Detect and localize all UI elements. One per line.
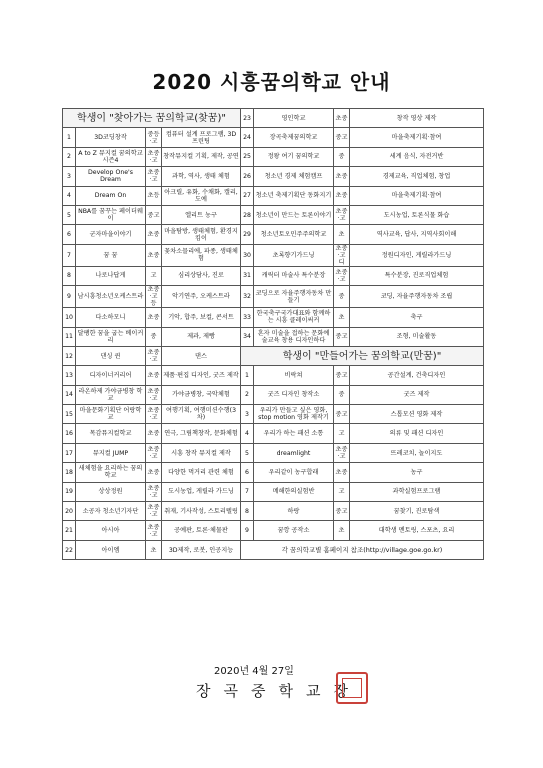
school-name: 장곡중학교장	[196, 682, 361, 700]
right-activity-content: 과학실험프로그램	[350, 482, 484, 501]
right-row-number: 5	[241, 443, 254, 462]
table-row	[63, 109, 484, 128]
left-row-number: 2	[63, 147, 76, 166]
right-target-grade: 초중·고	[334, 266, 350, 285]
left-school-name-cell: Dream On	[76, 186, 146, 205]
right-row-number: 30	[241, 244, 254, 266]
left-row-number: 8	[63, 266, 76, 285]
left-target-grade: 초중·고	[146, 147, 162, 166]
left-target-grade: 초중	[146, 225, 162, 244]
table-body	[63, 109, 484, 560]
left-activity-content: 댄스	[162, 346, 241, 365]
right-target-grade: 중	[334, 385, 350, 404]
right-school-name-cell: 청소년 경제 체험캠프	[254, 167, 334, 186]
section-header-right: 학생이 "만들어가는 꿈의학교(만꿈)"	[241, 346, 484, 365]
left-row-number: 19	[63, 482, 76, 501]
left-target-grade: 초중·고	[146, 502, 162, 521]
left-target-grade: 초중·고	[146, 443, 162, 462]
right-activity-content: 정원디자인, 게릴라가드닝	[350, 244, 484, 266]
right-row-number: 3	[241, 405, 254, 424]
right-row-number: 32	[241, 286, 254, 308]
right-row-number: 8	[241, 502, 254, 521]
right-row-number: 29	[241, 225, 254, 244]
right-school-name-cell: 우리가 만들고 싶은 영화, stop motion 영화 제작기	[254, 405, 334, 424]
left-target-grade: 초중·고등	[146, 286, 162, 308]
left-activity-content: 취재, 기사작성, 스토리텔링	[162, 502, 241, 521]
left-school-name-cell: 남시흥청소년오케스트라	[76, 286, 146, 308]
right-school-name-cell: 초록향기가드닝	[254, 244, 334, 266]
table-row	[63, 128, 484, 147]
right-activity-content: 대학생 멘토링, 스포츠, 요리	[350, 521, 484, 540]
right-school-name-cell: 메해한의실험반	[254, 482, 334, 501]
right-school-name-cell: dreamlight	[254, 443, 334, 462]
left-target-grade: 중	[146, 327, 162, 346]
left-activity-content: 공예판, 토론·체물판	[162, 521, 241, 540]
right-row-number: 23	[241, 109, 254, 128]
homepage-note: 각 꿈의학교별 홈페이지 참조(http://village.goe.go.kr)	[241, 540, 484, 559]
right-school-name-cell: 비락쳐	[254, 366, 334, 385]
left-activity-content: 컴퓨터 설계 프로그램, 3D 프린팅	[162, 128, 241, 147]
left-row-number: 16	[63, 424, 76, 443]
right-row-number: 7	[241, 482, 254, 501]
left-row-number: 21	[63, 521, 76, 540]
right-target-grade: 초	[334, 225, 350, 244]
document-title: 2020 시흥꿈의학교 안내	[152, 70, 391, 94]
left-school-name-cell: 군자마을이야기	[76, 225, 146, 244]
left-school-name-cell: A to Z 뮤지컬 꿈의학교 시즌4	[76, 147, 146, 166]
left-activity-content: 여행기획, 여행미션수행(3차)	[162, 405, 241, 424]
table-row	[63, 463, 484, 482]
right-row-number: 24	[241, 128, 254, 147]
right-row-number: 25	[241, 147, 254, 166]
left-target-grade: 중등·고	[146, 128, 162, 147]
left-row-number: 3	[63, 167, 76, 186]
left-row-number: 12	[63, 346, 76, 365]
table-row	[63, 308, 484, 327]
right-school-name-cell: 굿즈 디자인 창작소	[254, 385, 334, 404]
left-row-number: 15	[63, 405, 76, 424]
right-school-name-cell: 우리같이 농구합래	[254, 463, 334, 482]
school-table	[62, 108, 484, 560]
left-row-number: 22	[63, 540, 76, 559]
right-activity-content: 꿈찾기, 진로탐색	[350, 502, 484, 521]
right-target-grade: 초중·고	[334, 443, 350, 462]
right-row-number: 28	[241, 205, 254, 224]
left-school-name-cell: 소공자 청소년기자단	[76, 502, 146, 521]
right-row-number: 26	[241, 167, 254, 186]
left-school-name-cell: 꿈 꿈	[76, 244, 146, 266]
left-activity-content: 제과, 제빵	[162, 327, 241, 346]
left-row-number: 18	[63, 463, 76, 482]
right-target-grade: 고	[334, 424, 350, 443]
left-school-name-cell: 달팽한 꿈을 굽는 베이커리	[76, 327, 146, 346]
left-target-grade: 초	[146, 540, 162, 559]
right-school-name-cell: 우리가 하는 패션 소통	[254, 424, 334, 443]
left-target-grade: 초중·고	[146, 521, 162, 540]
right-target-grade: 초중	[334, 109, 350, 128]
right-activity-content: 마을축제기획·참여	[350, 128, 484, 147]
table-row	[63, 286, 484, 308]
right-school-name-cell: 청소년이 만드는 토론이야기	[254, 205, 334, 224]
right-school-name-cell: 청소년 축제기획단 동화지기	[254, 186, 334, 205]
left-school-name-cell: 나로나답게	[76, 266, 146, 285]
right-target-grade: 중	[334, 286, 350, 308]
left-activity-content: 3D제작, 로봇, 인공지능	[162, 540, 241, 559]
right-school-name-cell: 정왕 여기 꿈의학교	[254, 147, 334, 166]
table-row	[63, 424, 484, 443]
left-row-number: 14	[63, 385, 76, 404]
left-row-number: 9	[63, 286, 76, 308]
left-row-number: 6	[63, 225, 76, 244]
right-target-grade: 초중	[334, 167, 350, 186]
left-activity-content: 악기연주, 오케스트라	[162, 286, 241, 308]
right-school-name-cell: 코딩으로 자율주행자동차 만들기	[254, 286, 334, 308]
table-row	[63, 346, 484, 365]
table-row	[63, 366, 484, 385]
right-activity-content: 코딩, 자율주행자동차 조립	[350, 286, 484, 308]
left-row-number: 20	[63, 502, 76, 521]
right-row-number: 27	[241, 186, 254, 205]
left-activity-content: 다양한 먹거리 관련 체험	[162, 463, 241, 482]
left-school-name-cell: 디자이너커리어	[76, 366, 146, 385]
left-target-grade: 초중	[146, 308, 162, 327]
left-school-name-cell: 아이엠	[76, 540, 146, 559]
table-row	[63, 443, 484, 462]
left-target-grade: 고	[146, 266, 162, 285]
left-target-grade: 초중	[146, 463, 162, 482]
right-target-grade: 고	[334, 482, 350, 501]
right-row-number: 33	[241, 308, 254, 327]
right-target-grade: 중	[334, 147, 350, 166]
right-target-grade: 초	[334, 521, 350, 540]
table-row	[63, 266, 484, 285]
left-target-grade: 초중·고	[146, 346, 162, 365]
left-row-number: 13	[63, 366, 76, 385]
table-row	[63, 225, 484, 244]
left-school-name-cell: NBA를 꿈꾸는 페이더웨이	[76, 205, 146, 224]
left-school-name-cell: 다소하모니	[76, 308, 146, 327]
left-activity-content: 마을탐방, 생태체험, 환경지킴이	[162, 225, 241, 244]
left-school-name-cell: Develop One's Dream	[76, 167, 146, 186]
left-activity-content: 도시농업, 게릴라 가드닝	[162, 482, 241, 501]
right-school-name-cell: 한국축구국가대표와 함께하는 시흥 클레이써커	[254, 308, 334, 327]
right-target-grade: 중고	[334, 405, 350, 424]
left-school-name-cell: 아시아	[76, 521, 146, 540]
table-row	[63, 502, 484, 521]
left-target-grade: 초등	[146, 186, 162, 205]
right-row-number: 1	[241, 366, 254, 385]
left-row-number: 4	[63, 186, 76, 205]
right-school-name-cell: 청소년토오민주주의학교	[254, 225, 334, 244]
right-activity-content: 뜨레코치, 놀이지도	[350, 443, 484, 462]
date: 2020년 4월 27일	[214, 666, 294, 677]
right-target-grade: 초중·고	[334, 205, 350, 224]
table-row	[63, 405, 484, 424]
right-activity-content: 의류 및 패션 디자인	[350, 424, 484, 443]
left-activity-content: 꽃차소믈리에, 파종, 생태체험	[162, 244, 241, 266]
right-activity-content: 공간설계, 건축디자인	[350, 366, 484, 385]
left-activity-content: 연극, 그림책창작, 문화체험	[162, 424, 241, 443]
right-row-number: 9	[241, 521, 254, 540]
table-row	[63, 186, 484, 205]
right-activity-content: 경제교육, 직업체험, 창업	[350, 167, 484, 186]
right-activity-content: 축구	[350, 308, 484, 327]
right-activity-content: 특수분장, 진로직업체험	[350, 266, 484, 285]
table-row	[63, 385, 484, 404]
right-activity-content: 농구	[350, 463, 484, 482]
right-school-name-cell: 하랑	[254, 502, 334, 521]
table-row	[63, 167, 484, 186]
right-target-grade: 중고	[334, 327, 350, 346]
right-school-name-cell: 캐릭터 마술사 특수분장	[254, 266, 334, 285]
table-row	[63, 482, 484, 501]
right-target-grade: 초중	[334, 463, 350, 482]
left-target-grade: 초중	[146, 366, 162, 385]
left-school-name-cell: 댄싱 퀸	[76, 346, 146, 365]
left-target-grade: 초중·고	[146, 385, 162, 404]
right-row-number: 31	[241, 266, 254, 285]
official-seal-icon	[336, 672, 368, 704]
left-activity-content: 시흥 창작 뮤지컬 제작	[162, 443, 241, 462]
right-activity-content: 마을축제기획·참여	[350, 186, 484, 205]
right-activity-content: 도시농업, 토론식물 화습	[350, 205, 484, 224]
left-target-grade: 초중·고	[146, 405, 162, 424]
left-activity-content: 아크릴, 유화, 수채화, 캘리, 도예	[162, 186, 241, 205]
right-target-grade: 중고	[334, 502, 350, 521]
left-row-number: 7	[63, 244, 76, 266]
right-school-name-cell: 장곡축제꿈의학교	[254, 128, 334, 147]
right-activity-content: 조형, 미술활동	[350, 327, 484, 346]
right-row-number: 34	[241, 327, 254, 346]
left-activity-content: 제품·편집 디자인, 굿즈 제작	[162, 366, 241, 385]
left-school-name-cell: 3D코딩창작	[76, 128, 146, 147]
left-target-grade: 초중·고	[146, 167, 162, 186]
left-target-grade: 초중	[146, 424, 162, 443]
left-school-name-cell: 마을문화기획단 어랑학교	[76, 405, 146, 424]
right-activity-content: 스톱모션 영화 제작	[350, 405, 484, 424]
left-activity-content: 기악, 합주, 보컬, 콘서트	[162, 308, 241, 327]
left-activity-content: 과학, 역사, 생태 체험	[162, 167, 241, 186]
left-target-grade: 초중·고	[146, 482, 162, 501]
left-activity-content: 엘리트 농구	[162, 205, 241, 224]
right-row-number: 6	[241, 463, 254, 482]
left-activity-content: 심리상담사, 진로	[162, 266, 241, 285]
right-target-grade: 초	[334, 308, 350, 327]
right-target-grade: 초중·고디	[334, 244, 350, 266]
left-row-number: 17	[63, 443, 76, 462]
left-school-name-cell: 상상정원	[76, 482, 146, 501]
table-row	[63, 244, 484, 266]
right-row-number: 4	[241, 424, 254, 443]
left-row-number: 5	[63, 205, 76, 224]
right-school-name-cell: 꿈깡 공작소	[254, 521, 334, 540]
table-row	[63, 205, 484, 224]
right-activity-content: 창작 영상 제작	[350, 109, 484, 128]
section-header-left: 학생이 "찾아가는 꿈의학교(찾꿈)"	[63, 109, 241, 128]
left-row-number: 11	[63, 327, 76, 346]
left-target-grade: 초중	[146, 244, 162, 266]
right-target-grade: 초중	[334, 186, 350, 205]
right-target-grade: 중고	[334, 128, 350, 147]
left-row-number: 1	[63, 128, 76, 147]
table-row	[63, 147, 484, 166]
right-activity-content: 굿즈 제작	[350, 385, 484, 404]
left-activity-content: 가야금병창, 국악체험	[162, 385, 241, 404]
table-row	[63, 540, 484, 559]
right-activity-content: 역사교육, 답사, 지역사회이해	[350, 225, 484, 244]
left-school-name-cell: 새체험을 요리하는 꿈의학교	[76, 463, 146, 482]
left-activity-content: 창작뮤지컬 기획, 제작, 공연	[162, 147, 241, 166]
right-target-grade: 중고	[334, 366, 350, 385]
right-school-name-cell: 영인학교	[254, 109, 334, 128]
left-row-number: 10	[63, 308, 76, 327]
table-row	[63, 521, 484, 540]
right-row-number: 2	[241, 385, 254, 404]
right-school-name-cell: 혼자 미술을 접하는 문화예술교육 창용 디자인하다	[254, 327, 334, 346]
right-activity-content: 세계 음식, 자전거반	[350, 147, 484, 166]
table-row	[63, 327, 484, 346]
left-school-name-cell: 목감뮤지컬학교	[76, 424, 146, 443]
left-target-grade: 중고	[146, 205, 162, 224]
left-school-name-cell: 뮤지컬 JUMP	[76, 443, 146, 462]
left-school-name-cell: 라온하제 가야금병창 학교	[76, 385, 146, 404]
